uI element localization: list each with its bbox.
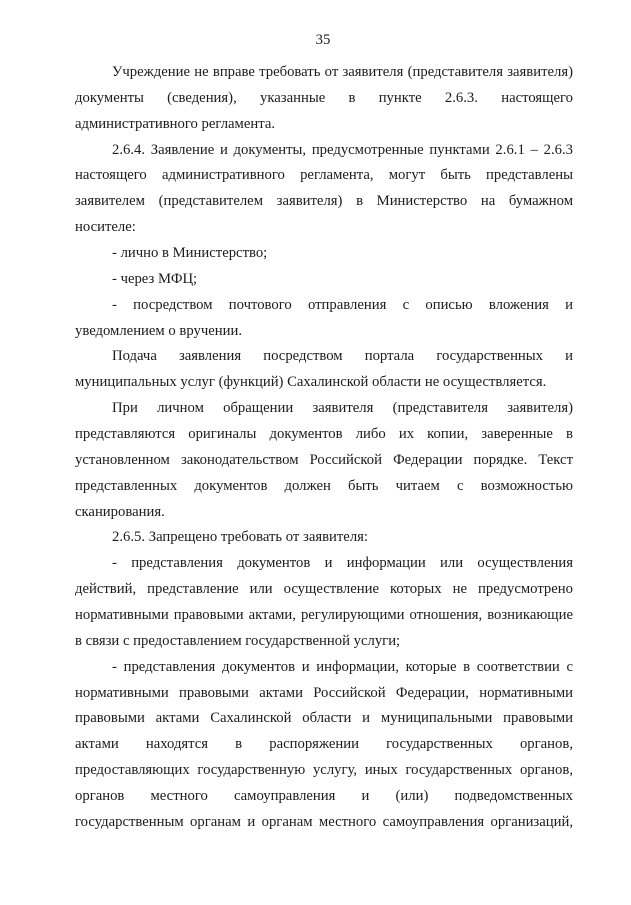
list-item-prohibited-extra-documents [75, 551, 573, 654]
text-line: представляются оригиналы документов либо их копии, заверенные в [75, 426, 573, 443]
document-body [75, 60, 573, 836]
text-line: - представления документов и информации или осуществления [112, 555, 573, 572]
text-line: Подача заявления посредством портала государственных и [112, 348, 573, 365]
text-line: носителе: [75, 219, 136, 236]
text-line: заявителем (представителем заявителя) в Министерство на бумажном [75, 193, 573, 210]
text-line: в связи с предоставлением государственной услуги; [75, 632, 401, 649]
list-item-in-person [75, 241, 573, 267]
text-line: предоставляющих государственную услугу, иных государственных органов, [75, 762, 573, 779]
list-item-by-post [75, 293, 573, 345]
text-line: установленном законодательством Российской Федерации порядке. Текст [75, 451, 573, 468]
paragraph-in-person-originals [75, 396, 573, 525]
text-line: Учреждение не вправе требовать от заявителя (представителя заявителя) [112, 64, 573, 80]
text-line: - лично в Министерство; [112, 245, 268, 262]
text-line: актами находятся в распоряжении государственных органов, [75, 736, 573, 753]
text-line: сканирования. [75, 503, 165, 520]
paragraph-restriction-notice [75, 60, 573, 138]
text-line: государственным органам и органам местного самоуправления организаций, [75, 813, 573, 830]
list-item-prohibited-available-documents [75, 655, 573, 836]
page-number: 35 [315, 32, 331, 48]
paragraph-2-6-4 [75, 138, 573, 241]
text-line: - представления документов и информации, которые в соответствии с [112, 658, 573, 675]
text-line: уведомлением о вручении. [75, 322, 243, 339]
text-line: административного регламента. [75, 115, 276, 132]
paragraph-portal-submission [75, 344, 573, 396]
text-line: органов местного самоуправления и (или) подведомственных [75, 788, 573, 805]
text-line: правовыми актами Сахалинской области и муниципальными правовыми [75, 710, 573, 727]
text-line: нормативными правовыми актами, регулирующими отношения, возникающие [75, 607, 573, 624]
text-line: - посредством почтового отправления с описью вложения и [112, 296, 573, 313]
text-line: При личном обращении заявителя (представителя заявителя) [112, 400, 573, 417]
text-line: документы (сведения), указанные в пункте 2.6.3. настоящего [75, 89, 573, 106]
text-line: нормативными правовыми актами Российской Федерации, нормативными [75, 684, 573, 701]
text-line: настоящего административного регламента, могут быть представлены [75, 167, 573, 184]
text-line: 2.6.5. Запрещено требовать от заявителя: [112, 529, 368, 546]
text-line: муниципальных услуг (функций) Сахалинской области не осуществляется. [75, 374, 547, 391]
text-line: представленных документов должен быть читаем с возможностью [75, 477, 573, 494]
list-item-via-mfc [75, 267, 573, 293]
text-line: - через МФЦ; [112, 270, 198, 287]
text-line: действий, представление или осуществление которых не предусмотрено [75, 581, 573, 598]
text-line: 2.6.4. Заявление и документы, предусмотренные пунктами 2.6.1 – 2.6.3 [112, 141, 573, 158]
paragraph-2-6-5 [75, 525, 573, 551]
